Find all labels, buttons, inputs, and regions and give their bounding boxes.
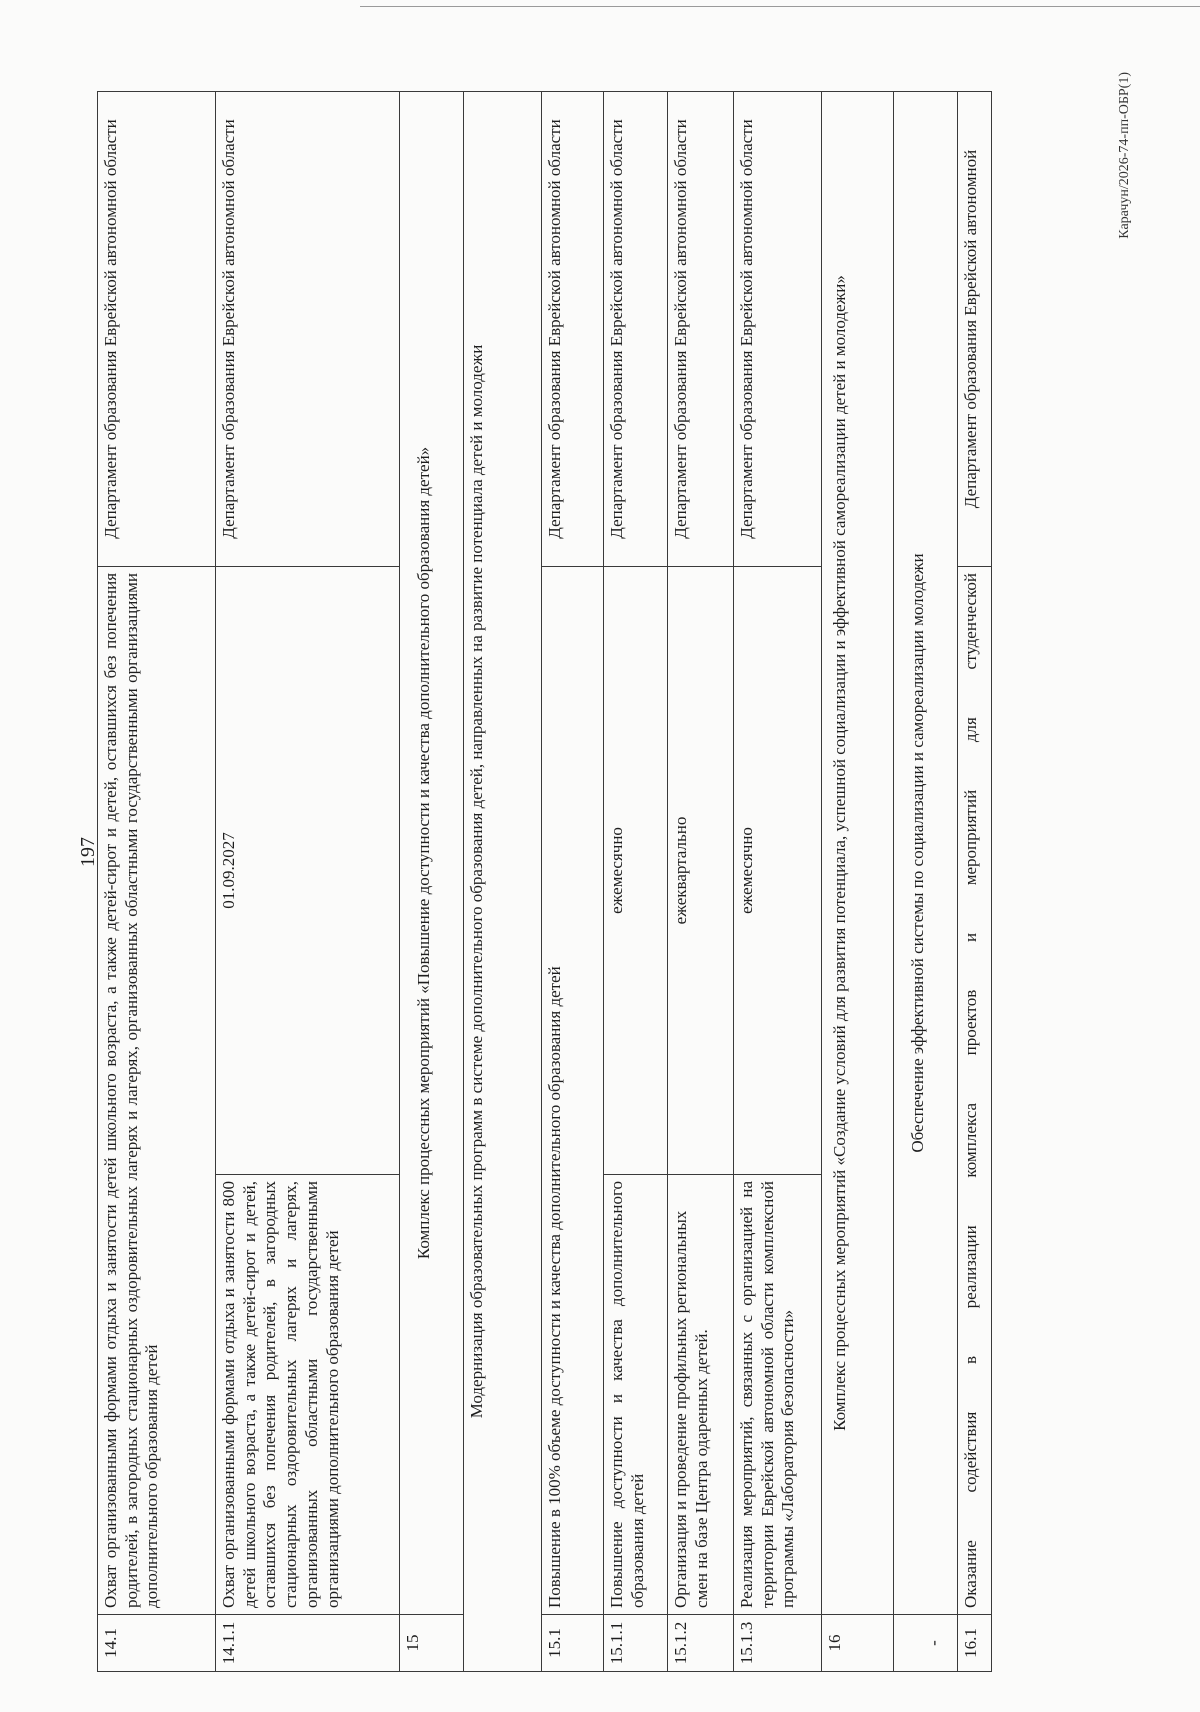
- row-number: 16.1: [958, 1615, 992, 1672]
- row-number: 15.1: [542, 1615, 604, 1672]
- table-row: [604, 91, 668, 1671]
- document-code: Карачун/2026-74-пп-ОБР(1): [1117, 72, 1132, 239]
- table-row: [958, 91, 992, 1671]
- row-department: Департамент образования Еврейской автономной области: [542, 91, 604, 566]
- row-content: Организация и проведение профильных региональных смен на базе Центра одаренных детей.: [668, 1175, 734, 1615]
- row-number: 14.1.1: [216, 1615, 400, 1672]
- row-content: Повышение доступности и качества дополнительного образования детей: [604, 1175, 668, 1615]
- row-number: 15: [400, 1615, 464, 1672]
- row-department: Департамент образования Еврейской автономной области: [216, 91, 400, 566]
- table-row: [98, 91, 216, 1671]
- row-period: ежеквартально: [668, 566, 734, 1174]
- table-row: [668, 91, 734, 1671]
- subsection-title: Обеспечение эффективной системы по социализации и самореализации молодежи: [894, 91, 958, 1614]
- row-mark: -: [894, 1615, 958, 1672]
- row-department: Департамент образования Еврейской автономной: [958, 91, 992, 566]
- table-row: [464, 91, 542, 1671]
- row-period: 01.09.2027: [216, 566, 400, 1174]
- row-number: 14.1: [98, 1615, 216, 1672]
- row-content: Повышение в 100% объеме доступности и качества дополнительного образования детей: [542, 566, 604, 1614]
- row-period: ежемесячно: [604, 566, 668, 1174]
- row-department: Департамент образования Еврейской автономной области: [734, 91, 822, 566]
- row-period: ежемесячно: [734, 566, 822, 1174]
- table-row: [216, 91, 400, 1671]
- row-content: Реализация мероприятий, связанных с организацией на территории Еврейской автономной области комплексной программы «Лаборатория безопасности»: [734, 1175, 822, 1615]
- section-title: Комплекс процессных мероприятий «Повышение доступности и качества дополнительного образования детей»: [400, 91, 464, 1614]
- table-row: [822, 91, 894, 1671]
- subsection-title: Модернизация образовательных программ в системе дополнительного образования детей, направленных на развитие потенциала детей и молодежи: [464, 91, 542, 1671]
- table-row: [734, 91, 822, 1671]
- row-number: 16: [822, 1615, 894, 1672]
- row-department: Департамент образования Еврейской автономной области: [98, 91, 216, 566]
- table-row: [400, 91, 464, 1671]
- table-row: [542, 91, 604, 1671]
- section-title: Комплекс процессных мероприятий «Создание условий для развития потенциала, успешной социализации и эффективной самореализации детей и молодежи»: [822, 91, 894, 1614]
- table-row: [894, 91, 958, 1671]
- row-content: Охват организованными формами отдыха и занятости 800 детей школьного возраста, а также детей-сирот и детей, оставшихся без попечения родителей, в загородных стационарных оздоровительных лагерях и лагерях, организованных областными государственными организациями дополнительного образования детей: [216, 1175, 400, 1615]
- row-department: Департамент образования Еврейской автономной области: [668, 91, 734, 566]
- row-number: 15.1.3: [734, 1615, 822, 1672]
- row-department: Департамент образования Еврейской автономной области: [604, 91, 668, 566]
- page-number: 197: [77, 837, 99, 867]
- row-number: 15.1.2: [668, 1615, 734, 1672]
- row-number: 15.1.1: [604, 1615, 668, 1672]
- activities-table: [97, 91, 992, 1672]
- row-content: Охват организованными формами отдыха и занятости детей школьного возраста, а также детей-сирот и детей, оставшихся без попечения родителей, в загородных стационарных оздоровительных лагерях и лагерях, организованных областными государственными организациями дополнительного образования детей: [98, 566, 216, 1614]
- row-content: Оказание содействия в реализации комплекса проектов и мероприятий для студенческой: [958, 566, 992, 1614]
